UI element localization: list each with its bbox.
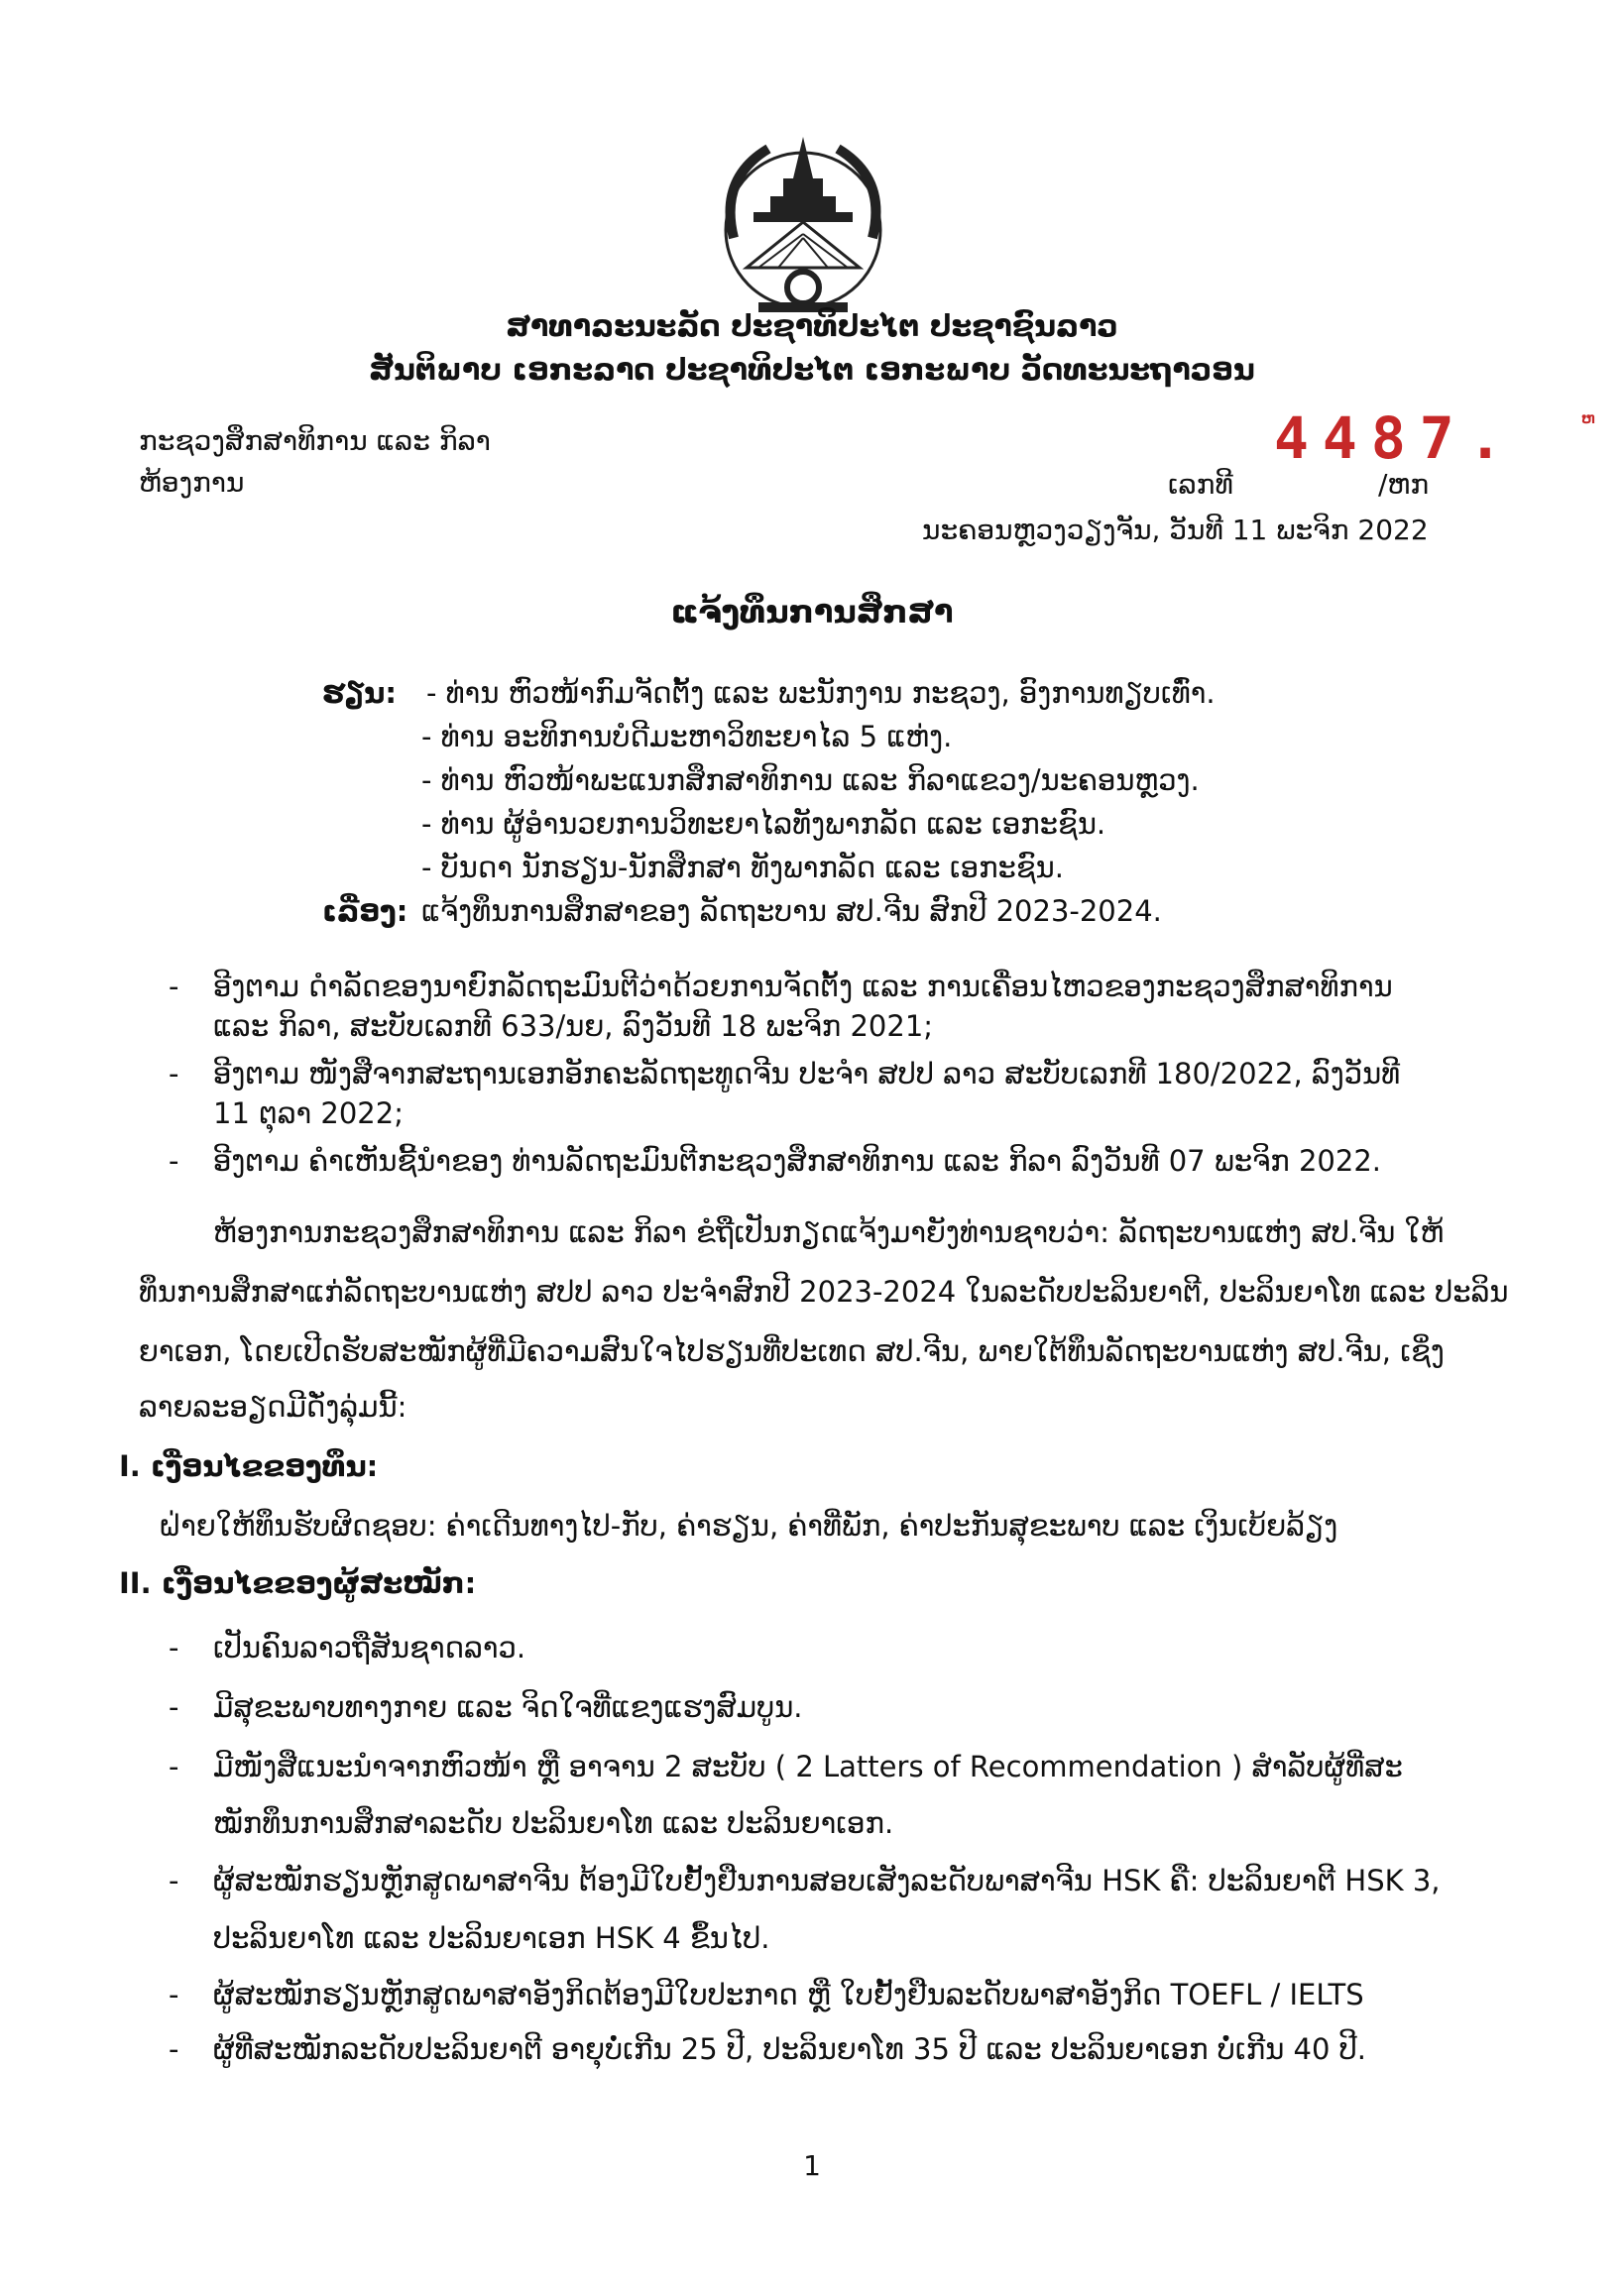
- section-heading: I. ເງື່ອນໄຂຂອງທຶນ:: [119, 1449, 379, 1483]
- republic-name: ສາທາລະນະລັດ ປະຊາທິປະໄຕ ປະຊາຊົນລາວ: [506, 309, 1118, 344]
- issuing-ministry: ກະຊວງສຶກສາທິການ ແລະ ກິລາ: [139, 424, 491, 457]
- document-title: ແຈ້ງທຶນການສຶກສາ: [670, 593, 954, 631]
- intro-line: ຍາເອກ, ໂດຍເປີດຮັບສະໝັກຜູ້ທີ່ມີຄວາມສົນໃຈໄປຮຽນທີ່ປະເທດ ສປ.ຈີນ, ພາຍໃຕ້ທຶນລັດຖະບານແຫ່ງ ສປ.ຈີນ, ເຊິ່ງ: [139, 1334, 1445, 1368]
- reference-bullet: -: [169, 1144, 179, 1178]
- reference-line: ອີງຕາມ ດຳລັດຂອງນາຍົກລັດຖະມົນຕີວ່າດ້ວຍການຈັດຕັ້ງ ແລະ ການເຄື່ອນໄຫວຂອງກະຊວງສຶກສາທິການ: [213, 970, 1393, 1003]
- issuing-office: ຫ້ອງການ: [139, 466, 245, 499]
- recipient-item: - ບັນດາ ນັກຮຽນ-ນັກສຶກສາ ທັງພາກລັດ ແລະ ເອກະຊົນ.: [421, 851, 1064, 884]
- reference-line: 11 ຕຸລາ 2022;: [213, 1096, 404, 1130]
- requirement-bullet: -: [169, 1864, 179, 1897]
- place-and-date: ນະຄອນຫຼວງວຽງຈັນ, ວັນທີ 11 ພະຈິກ 2022: [922, 514, 1429, 546]
- document-number-stamp: 4487.: [1274, 404, 1517, 472]
- reference-line: ອີງຕາມ ໜັງສືຈາກສະຖານເອກອັກຄະລັດຖະທູດຈີນ ປະຈຳ ສປປ ລາວ ສະບັບເລກທີ 180/2022, ລົງວັນທີ: [213, 1057, 1401, 1090]
- national-emblem-icon: [699, 119, 907, 317]
- reference-bullet: -: [169, 970, 179, 1003]
- requirement-line: ໝັກທຶນການສຶກສາລະດັບ ປະລິນຍາໂທ ແລະ ປະລິນຍາເອກ.: [213, 1806, 894, 1840]
- handwritten-mark: ຫ: [1581, 411, 1596, 427]
- intro-line: ທຶນການສຶກສາແກ່ລັດຖະບານແຫ່ງ ສປປ ລາວ ປະຈຳສົກປີ 2023-2024 ໃນລະດັບປະລິນຍາຕີ, ປະລິນຍາໂທ ແລະ ປະລິນ: [139, 1275, 1509, 1309]
- section-heading: II. ເງື່ອນໄຂຂອງຜູ້ສະໝັກ:: [119, 1566, 477, 1600]
- intro-line: ຫ້ອງການກະຊວງສຶກສາທິການ ແລະ ກິລາ ຂໍຖືເປັນກຽດແຈ້ງມາຍັງທ່ານຊາບວ່າ: ລັດຖະບານແຫ່ງ ສປ.ຈີນ ໃຫ້: [213, 1215, 1445, 1249]
- subject-label: ເລື່ອງ:: [322, 894, 408, 928]
- requirement-bullet: -: [169, 1978, 179, 2011]
- requirement-line: ປະລິນຍາໂທ ແລະ ປະລິນຍາເອກ HSK 4 ຂຶ້ນໄປ.: [213, 1921, 770, 1955]
- page-number: 1: [803, 2149, 821, 2182]
- reference-line: ແລະ ກິລາ, ສະບັບເລກທີ 633/ນຍ, ລົງວັນທີ 18 ພະຈິກ 2021;: [213, 1009, 934, 1043]
- subject-text: ແຈ້ງທຶນການສຶກສາຂອງ ລັດຖະບານ ສປ.ຈີນ ສົກປີ 2023-2024.: [421, 894, 1162, 928]
- requirement-line: ຜູ້ສະໝັກຮຽນຫຼັກສູດພາສາອັງກິດຕ້ອງມີໃບປະກາດ ຫຼື ໃບຢັ້ງຢືນລະດັບພາສາອັງກິດ TOEFL / IELTS: [213, 1978, 1364, 2011]
- number-suffix: /ຫກ: [1378, 468, 1430, 501]
- requirement-bullet: -: [169, 1690, 179, 1724]
- intro-line: ລາຍລະອຽດມີດັ່ງລຸ່ມນີ້:: [139, 1390, 407, 1424]
- recipient-item: - ທ່ານ ຫົວໜ້າກົມຈັດຕັ້ງ ແລະ ພະນັກງານ ກະຊວງ, ອົງການທຽບເທົ່າ.: [426, 676, 1216, 710]
- requirement-line: ເປັນຄົນລາວຖືສັນຊາດລາວ.: [213, 1631, 526, 1664]
- number-label: ເລກທີ: [1168, 468, 1233, 501]
- section-text: ຝ່າຍໃຫ້ທຶນຮັບຜິດຊອບ: ຄ່າເດີນທາງໄປ-ກັບ, ຄ່າຮຽນ, ຄ່າທີ່ພັກ, ຄ່າປະກັນສຸຂະພາບ ແລະ ເງິນເບ້ຍລ້ຽງ: [159, 1509, 1338, 1543]
- requirement-line: ມີສຸຂະພາບທາງກາຍ ແລະ ຈິດໃຈທີ່ແຂງແຮງສົມບູນ.: [213, 1690, 803, 1724]
- requirement-bullet: -: [169, 1631, 179, 1664]
- reference-line: ອີງຕາມ ຄຳເຫັນຊີ້ນຳຂອງ ທ່ານລັດຖະມົນຕີກະຊວງສຶກສາທິການ ແລະ ກິລາ ລົງວັນທີ 07 ພະຈິກ 2022.: [213, 1144, 1381, 1178]
- national-motto: ສັນຕິພາບ ເອກະລາດ ປະຊາທິປະໄຕ ເອກະພາບ ວັດທະນະຖາວອນ: [369, 353, 1255, 388]
- requirement-line: ຜູ້ທີ່ສະໝັກລະດັບປະລິນຍາຕີ ອາຍຸບໍ່ເກີນ 25 ປີ, ປະລິນຍາໂທ 35 ປີ ແລະ ປະລິນຍາເອກ ບໍ່ເກີນ 40 ປີ.: [213, 2032, 1366, 2066]
- recipient-item: - ທ່ານ ອະທິການບໍດີມະຫາວິທະຍາໄລ 5 ແຫ່ງ.: [421, 720, 953, 753]
- recipient-item: - ທ່ານ ຫົວໜ້າພະແນກສຶກສາທິການ ແລະ ກິລາແຂວງ/ນະຄອນຫຼວງ.: [421, 763, 1200, 797]
- requirement-line: ຜູ້ສະໝັກຮຽນຫຼັກສູດພາສາຈີນ ຕ້ອງມີໃບຢັ້ງຢືນການສອບເສັງລະດັບພາສາຈີນ HSK ຄື: ປະລິນຍາຕີ HSK 3,: [213, 1864, 1441, 1897]
- recipient-item: - ທ່ານ ຜູ້ອຳນວຍການວິທະຍາໄລທັງພາກລັດ ແລະ ເອກະຊົນ.: [421, 807, 1106, 841]
- requirement-bullet: -: [169, 1750, 179, 1783]
- to-label: ຮຽນ:: [322, 676, 397, 710]
- requirement-bullet: -: [169, 2032, 179, 2066]
- reference-bullet: -: [169, 1057, 179, 1090]
- requirement-line: ມີໜັງສືແນະນຳຈາກຫົວໜ້າ ຫຼື ອາຈານ 2 ສະບັບ ( 2 Latters of Recommendation ) ສຳລັບຜູ້ທີ່ສະ: [213, 1750, 1403, 1783]
